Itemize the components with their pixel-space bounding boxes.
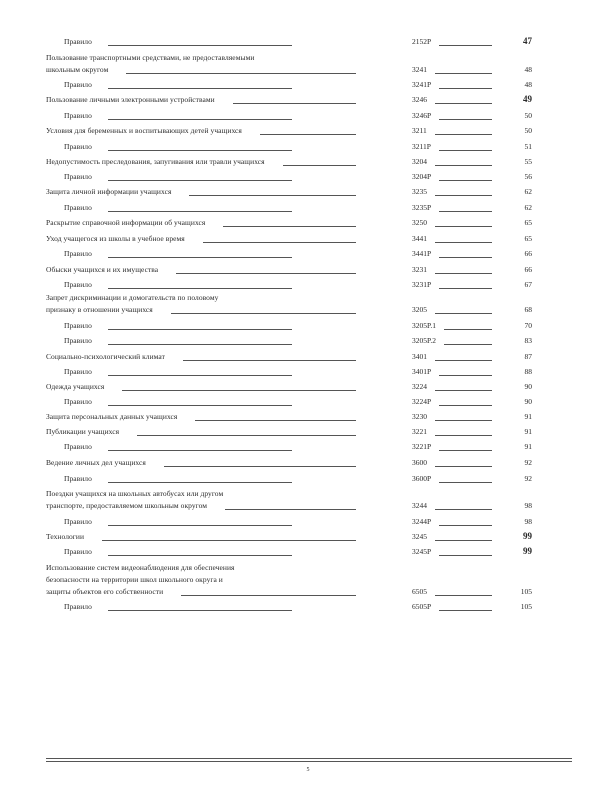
toc-entry-title: Защита личной информации учащихся: [46, 187, 172, 196]
toc-code: 3204: [412, 157, 427, 166]
toc-entry-title: Раскрытие справочной информации об учащихся: [46, 218, 206, 227]
toc-page-number: 48: [524, 80, 532, 89]
toc-entry-title: Технологии: [46, 532, 85, 541]
toc-page-number: 98: [524, 517, 532, 526]
toc-entry-title: Правило: [64, 142, 92, 151]
toc-rule-row: [0, 441, 616, 453]
toc-leader-line: [122, 390, 356, 391]
toc-rule-row: [0, 473, 616, 485]
toc-leader-line: [108, 555, 292, 556]
toc-entry-title: Правило: [64, 321, 92, 330]
toc-page-leader-line: [439, 211, 492, 212]
toc-page-leader-line: [439, 555, 492, 556]
footer-rule-top: [46, 758, 572, 759]
toc-page-number: 56: [524, 172, 532, 181]
toc-entry-title: защиты объектов его собственности: [46, 587, 164, 596]
toc-page-number: 91: [524, 442, 532, 451]
toc-entry-row: [0, 264, 616, 276]
toc-code: 3441: [412, 234, 427, 243]
toc-entry-title: Ведение личных дел учащихся: [46, 458, 146, 467]
toc-code: 3231P: [412, 280, 432, 289]
toc-code: 6505P: [412, 602, 432, 611]
toc-entry-row: [0, 217, 616, 229]
toc-page-number: 91: [524, 412, 532, 421]
toc-leader-line: [108, 257, 292, 258]
toc-page-number: 50: [524, 111, 532, 120]
toc-page-leader-line: [435, 273, 492, 274]
toc-leader-line: [223, 226, 356, 227]
toc-code: 3246: [412, 95, 427, 104]
toc-code: 2152P: [412, 37, 432, 46]
toc-code: 3600: [412, 458, 427, 467]
toc-entry-title: Социально-психологический климат: [46, 352, 165, 361]
toc-leader-line: [171, 313, 356, 314]
toc-rule-row: [0, 396, 616, 408]
toc-rule-row: [0, 335, 616, 347]
toc-entry-title: Правило: [64, 172, 92, 181]
toc-entry-row: [0, 351, 616, 363]
toc-page-number: 47: [523, 36, 532, 46]
toc-code: 3250: [412, 218, 427, 227]
toc-entry-title: Одежда учащихся: [46, 382, 105, 391]
toc-leader-line: [195, 420, 356, 421]
toc-leader-line: [181, 595, 356, 596]
toc-page-leader-line: [435, 226, 492, 227]
toc-entry-title: Пользование транспортными средствами, не предоставляемыми: [46, 53, 255, 62]
toc-page-leader-line: [439, 45, 492, 46]
toc-page-number: 92: [524, 474, 532, 483]
toc-leader-line: [108, 288, 292, 289]
toc-entry-title: транспорте, предоставляемом школьным округом: [46, 501, 208, 510]
toc-entry-row: [0, 292, 616, 314]
toc-code: 3224: [412, 382, 427, 391]
toc-leader-line: [203, 242, 356, 243]
toc-code: 3401: [412, 352, 427, 361]
toc-code: 3245P: [412, 547, 432, 556]
toc-page-leader-line: [435, 390, 492, 391]
footer-rule-bottom: [46, 761, 572, 762]
toc-code: 3205P.1: [412, 321, 436, 330]
toc-entry-title: Правило: [64, 474, 92, 483]
toc-leader-line: [108, 150, 292, 151]
toc-page-number: 83: [524, 336, 532, 345]
toc-page-number: 99: [523, 531, 532, 541]
toc-page-number: 67: [524, 280, 532, 289]
toc-leader-line: [102, 540, 356, 541]
toc-code: 3231: [412, 265, 427, 274]
toc-page-number: 99: [523, 546, 532, 556]
toc-page-number: 68: [524, 305, 532, 314]
toc-entry-title: Правило: [64, 280, 92, 289]
toc-page-leader-line: [439, 180, 492, 181]
toc-leader-line: [108, 180, 292, 181]
toc-code: 3221P: [412, 442, 432, 451]
toc-page-number: 66: [524, 249, 532, 258]
toc-page-leader-line: [435, 73, 492, 74]
toc-entry-title: Запрет дискриминации и домогательств по половому: [46, 293, 219, 302]
toc-code: 3205: [412, 305, 427, 314]
toc-entry-title: безопасности на территории школ школьного округа и: [46, 575, 223, 584]
toc-page-number: 62: [524, 203, 532, 212]
toc-code: 3235: [412, 187, 427, 196]
toc-page-leader-line: [439, 482, 492, 483]
toc-page-number: 70: [524, 321, 532, 330]
toc-entry-title: Правило: [64, 80, 92, 89]
toc-entry-row: [0, 233, 616, 245]
toc-page-leader-line: [435, 165, 492, 166]
toc-entry-row: [0, 125, 616, 137]
toc-page-leader-line: [435, 595, 492, 596]
toc-code: 3241P: [412, 80, 432, 89]
toc-entry-title: Использование систем видеонаблюдения для обеспечения: [46, 563, 235, 572]
toc-entry-title: Правило: [64, 602, 92, 611]
toc-rule-row: [0, 79, 616, 91]
toc-entry-row: [0, 381, 616, 393]
toc-leader-line: [108, 329, 292, 330]
toc-entry-title: Защита персональных данных учащихся: [46, 412, 178, 421]
toc-page-leader-line: [435, 540, 492, 541]
toc-leader-line: [108, 610, 292, 611]
toc-page-leader-line: [444, 329, 492, 330]
toc-page-leader-line: [439, 119, 492, 120]
toc-entry-title: Правило: [64, 397, 92, 406]
toc-rule-row: [0, 601, 616, 613]
toc-page-leader-line: [439, 288, 492, 289]
toc-page-number: 90: [524, 382, 532, 391]
toc-entry-title: Правило: [64, 111, 92, 120]
toc-rule-row: [0, 248, 616, 260]
toc-leader-line: [189, 195, 356, 196]
toc-page-number: 66: [524, 265, 532, 274]
toc-leader-line: [108, 450, 292, 451]
toc-page-number: 48: [524, 65, 532, 74]
toc-page-leader-line: [435, 313, 492, 314]
toc-rule-row: [0, 171, 616, 183]
toc-code: 3401P: [412, 367, 432, 376]
toc-entry-title: Правило: [64, 203, 92, 212]
toc-page-number: 65: [524, 234, 532, 243]
toc-leader-line: [137, 435, 356, 436]
toc-page-leader-line: [435, 195, 492, 196]
toc-page-leader-line: [439, 257, 492, 258]
toc-entry-row: [0, 457, 616, 469]
toc-code: 3235P: [412, 203, 432, 212]
toc-page-leader-line: [435, 435, 492, 436]
toc-page-leader-line: [435, 509, 492, 510]
toc-entry-title: школьным округом: [46, 65, 109, 74]
toc-page-number: 62: [524, 187, 532, 196]
toc-page-number: 88: [524, 367, 532, 376]
toc-code: 3221: [412, 427, 427, 436]
toc-entry-title: Пользование личными электронными устройствами: [46, 95, 215, 104]
toc-rule-row: [0, 546, 616, 558]
toc-leader-line: [225, 509, 356, 510]
toc-code: 3224P: [412, 397, 432, 406]
toc-page-number: 49: [523, 94, 532, 104]
toc-page-number: 105: [520, 602, 532, 611]
toc-entry-title: Правило: [64, 442, 92, 451]
toc-leader-line: [108, 88, 292, 89]
toc-page-number: 87: [524, 352, 532, 361]
toc-entry-title: Правило: [64, 336, 92, 345]
toc-leader-line: [164, 466, 356, 467]
toc-page-number: 92: [524, 458, 532, 467]
toc-page-number: 55: [524, 157, 532, 166]
toc-code: 3211: [412, 126, 427, 135]
toc-entry-title: Условия для беременных и воспитывающих детей учащихся: [46, 126, 242, 135]
toc-leader-line: [176, 273, 356, 274]
toc-code: 3205P.2: [412, 336, 436, 345]
toc-entry-row: [0, 186, 616, 198]
toc-page-leader-line: [435, 103, 492, 104]
toc-leader-line: [108, 525, 292, 526]
toc-page-number: 105: [520, 587, 532, 596]
toc-entry-title: Правило: [64, 367, 92, 376]
toc-leader-line: [108, 211, 292, 212]
toc-entry-row: [0, 52, 616, 74]
toc-rule-row: [0, 110, 616, 122]
toc-entry-title: Правило: [64, 37, 92, 46]
toc-page-leader-line: [439, 610, 492, 611]
toc-rule-row: [0, 141, 616, 153]
toc-leader-line: [126, 73, 356, 74]
toc-code: 3230: [412, 412, 427, 421]
toc-leader-line: [108, 482, 292, 483]
toc-entry-title: Недопустимость преследования, запугивания или травли учащихся: [46, 157, 265, 166]
toc-entry-title: Обыски учащихся и их имущества: [46, 265, 159, 274]
toc-page-number: 65: [524, 218, 532, 227]
toc-page-leader-line: [444, 344, 492, 345]
toc-code: 6505: [412, 587, 427, 596]
toc-entry-title: Правило: [64, 547, 92, 556]
toc-code: 3211P: [412, 142, 431, 151]
toc-code: 3246P: [412, 111, 432, 120]
toc-entry-row: [0, 94, 616, 106]
toc-page-leader-line: [435, 360, 492, 361]
toc-page-leader-line: [439, 375, 492, 376]
toc-code: 3244P: [412, 517, 432, 526]
toc-page-leader-line: [435, 466, 492, 467]
toc-page-leader-line: [435, 134, 492, 135]
toc-page-number: 90: [524, 397, 532, 406]
toc-page-leader-line: [435, 420, 492, 421]
toc-page-number: 51: [524, 142, 532, 151]
toc-leader-line: [260, 134, 356, 135]
toc-leader-line: [108, 344, 292, 345]
toc-code: 3204P: [412, 172, 432, 181]
toc-leader-line: [108, 375, 292, 376]
toc-page-leader-line: [439, 405, 492, 406]
toc-leader-line: [183, 360, 356, 361]
toc-entry-row: [0, 562, 616, 596]
toc-code: 3441P: [412, 249, 432, 258]
toc-code: 3244: [412, 501, 427, 510]
toc-code: 3245: [412, 532, 427, 541]
toc-page-number: 91: [524, 427, 532, 436]
toc-page-number: 50: [524, 126, 532, 135]
toc-entry-title: Правило: [64, 517, 92, 526]
toc-leader-line: [108, 45, 292, 46]
toc-entry-title: Публикации учащихся: [46, 427, 120, 436]
toc-entry-title: признаку в отношении учащихся: [46, 305, 153, 314]
toc-code: 3241: [412, 65, 427, 74]
toc-entry-row: [0, 426, 616, 438]
toc-entry-row: [0, 156, 616, 168]
toc-leader-line: [108, 405, 292, 406]
toc-rule-row: [0, 202, 616, 214]
toc-page-number: 98: [524, 501, 532, 510]
toc-entry-title: Уход учащегося из школы в учебное время: [46, 234, 185, 243]
toc-leader-line: [233, 103, 356, 104]
toc-page-leader-line: [439, 525, 492, 526]
toc-rule-row: [0, 36, 616, 48]
toc-code: 3600P: [412, 474, 432, 483]
toc-entry-row: [0, 488, 616, 510]
toc-rule-row: [0, 516, 616, 528]
toc-page-leader-line: [439, 450, 492, 451]
toc-leader-line: [108, 119, 292, 120]
toc-leader-line: [283, 165, 356, 166]
toc-rule-row: [0, 320, 616, 332]
toc-page-leader-line: [435, 242, 492, 243]
toc-entry-row: [0, 531, 616, 543]
toc-entry-title: Поездки учащихся на школьных автобусах или другом: [46, 489, 224, 498]
toc-rule-row: [0, 366, 616, 378]
toc-entry-row: [0, 411, 616, 423]
toc-rule-row: [0, 279, 616, 291]
toc-page-leader-line: [439, 150, 492, 151]
toc-entry-title: Правило: [64, 249, 92, 258]
toc-page-leader-line: [439, 88, 492, 89]
footer-page-number: 5: [306, 767, 310, 773]
